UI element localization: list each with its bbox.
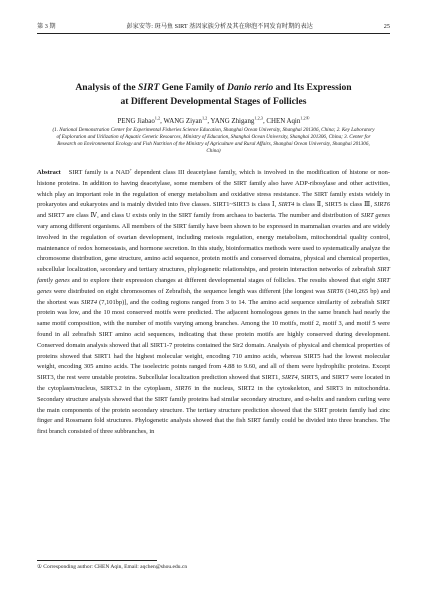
page-number: 25 bbox=[383, 23, 390, 30]
author-name: CHEN Aqin bbox=[266, 118, 301, 125]
abstract-body: dependent class III deacetylase family, which is involved in the modification of histone or non-histone proteins. In addition to having deacetylase, some members of the SIRT family also have ADP-ribosylase and other activities, which play an important role in the regulation of energy metabolism and oxidative stress resistance. The SIRT family exists widely in prokaryotes and eukaryotes and is mainly divided into five classes. SIRT1~SIRT3 is class Ⅰ, SIRT4 is class Ⅱ, SIRT5 is class Ⅲ, SIRT6 and SIRT7 are class Ⅳ, and class U exists only in the SIRT family from archaea to bacteria. The number and distribution of SIRT genes vary among different organisms. All members of the SIRT family have been shown to be expressed in mammalian ovaries and are widely involved in the regulation of ovarian development, including meiosis regulation, energy metabolism, mitochondrial quality control, maintenance of redox homeostasis, and hormone secretion. In this study, bioinformatics methods were used to systematically analyze the chromosome distribution, gene structure, amino acid sequence, protein motifs and conserved domains, physical and chemical properties, subcellular localization, secondary and tertiary structures, phylogenetic relationships, and protein interaction networks of zebrafish SIRT family genes and to explore their expression changes at different developmental stages of follicles. The results showed that eight SIRT genes were distributed on eight chromosomes of Zebrafish, the sequence length was different [the longest was SIRT6 (140,265 bp) and the shortest was SIRT4 (7,101bp)], and the coding regions ranged from 3 to 14. The amino acid sequence similarity of zebrafish SIRT protein was low, and the 10 most conserved motifs were predicted. The adjacent homologous genes in the same branch had nearly the same motif composition, with the number of motifs varying among branches. Among the 10 motifs, motif 2, motif 3, and motif 5 were found in all zebrafish SIRT amino acid sequences, indicating that these protein motifs are highly conserved during development. Conserved domain analysis showed that all SIRT1-7 proteins contained the Sir2 domain. Analysis of physical and chemical properties of proteins showed that SIRT1 had the highest molecular weight, encoding 710 amino acids, whereas SIRT5 had the lowest molecular weight, encoding 305 amino acids. The isoelectric points ranged from 4.88 to 9.60, and all of them were hydrophilic proteins. Except SIRT3, the rest were unstable proteins. Subcellular localization prediction showed that SIRT1, SIRT4, SIRT5, and SIRT7 were located in the cytoplasm/nucleus, SIRT3.2 in the cytoplasm, SIRT6 in the nucleus, SIRT2 in the cytoskeleton, and SIRT3 in mitochondria. Secondary structure analysis showed that the SIRT family proteins had similar secondary structure, and α-helix and random curling were the main components of the protein secondary structure. The tertiary structure prediction showed that the SIRT protein family had zinc finger and Rossmann fold structures. Phylogenetic analysis showed that the fish SIRT family could be divided into three branches. The first branch consisted of three subbranches, in bbox=[37, 169, 391, 436]
author-list: PENG Jiabao$^{1,2}$, WANG Ziyan$^{1,2}$, YANG Zhigang$^{1,2,3}$, CHEN Aqin$^{1,2①}$ bbox=[117, 115, 310, 125]
author-affiliation-mark: 1,2 bbox=[154, 115, 161, 121]
author-affiliation-mark: 1,2 bbox=[201, 115, 208, 121]
author-name: YANG Zhigang bbox=[210, 118, 255, 125]
corresponding-author-footnote: ① Corresponding author: CHEN Aqin, Email: aqchen@shou.edu.cn bbox=[37, 564, 188, 570]
title-line-1: Analysis of the SIRT Gene Family of Danio rerio and Its Expression bbox=[75, 82, 352, 93]
paper-title bbox=[37, 81, 390, 109]
footnote-rule bbox=[37, 560, 157, 561]
abstract-superscript: + bbox=[129, 166, 132, 172]
title-line-2: at Different Developmental Stages of Follicles bbox=[120, 96, 307, 107]
abstract-label: Abstract bbox=[37, 169, 61, 176]
author-name: WANG Ziyan bbox=[163, 118, 202, 125]
author-affiliation-mark: 1,2,3 bbox=[254, 115, 263, 121]
abstract bbox=[37, 168, 390, 438]
header-rule bbox=[37, 33, 390, 34]
author-name: PENG Jiabao bbox=[117, 118, 155, 125]
affiliations: (1. National Demonstration Center for Experimental Fisheries Science Education, Shanghai Ocean University, Shanghai 201306, China; 2. Key Laboratory of Exploration and Utilization of Aquatic Genetic Resources, Ministry of Education, Shanghai Ocean University, Shanghai 201306, China; 3. Center for Research on Environmental Ecology and Fish Nutrition of the Ministry of Agriculture and Rural Affairs, Shanghai Ocean University, Shanghai 201306, China) bbox=[52, 127, 375, 155]
author-affiliation-mark: 1,2① bbox=[300, 115, 310, 121]
running-header-text: 彭家安等: 斑马鱼 SIRT 基因家族分析及其在卵泡不同发育时期的表达 bbox=[126, 23, 313, 30]
running-head bbox=[37, 23, 390, 31]
abstract-text-start: SIRT family is a NAD bbox=[68, 169, 130, 176]
issue-number: 第 3 期 bbox=[37, 23, 56, 30]
